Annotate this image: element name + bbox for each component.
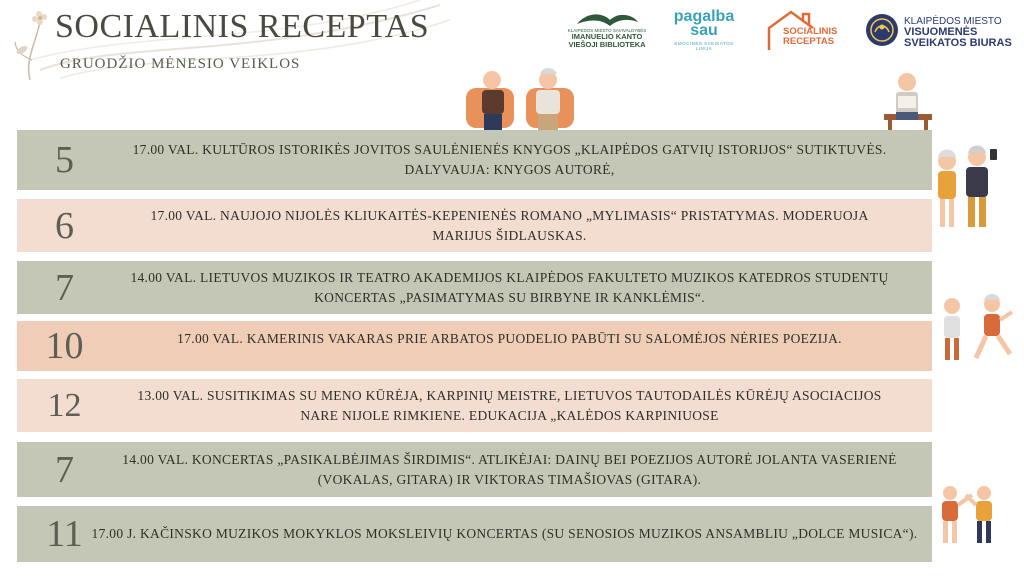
event-day: 7 [55, 448, 74, 491]
event-day: 6 [55, 204, 74, 247]
event-description: 17.00 J. KAČINSKO MUZIKOS MOKYKLOS MOKSLEIVIŲ KONCERTAS (SU SENOSIOS MUZIKOS ANSAMBLIU „DOLCE MUSICA“). [91, 526, 918, 541]
event-day: 10 [45, 325, 84, 367]
elderly-couple-stretching-illustration [936, 483, 1006, 545]
round-emblem-icon [866, 14, 898, 46]
event-row [17, 261, 932, 314]
socialinis-receptas-logo: SOCIALINIS RECEPTAS [765, 10, 855, 60]
event-description: 17.00 VAL. NAUJOJO NIJOLĖS KLIUKAITĖS-KEPENIENĖS ROMANO „MYLIMASIS“ PRISTATYMAS. MODERUOJA MARIJUS ŠIDLAUSKAS. [150, 207, 869, 243]
wave-leaf-icon [572, 10, 642, 28]
pagalba-sau-logo: pagalba sau EMOCINĖS SVEIKATOS LINIJA [673, 8, 735, 51]
event-day: 11 [46, 513, 83, 555]
event-row [17, 130, 932, 190]
page-title: SOCIALINIS RECEPTAS [55, 8, 430, 45]
event-row [17, 379, 932, 432]
page-subtitle: GRUODŽIO MĖNESIO VEIKLOS [60, 56, 301, 72]
event-description: 14.00 VAL. LIETUVOS MUZIKOS IR TEATRO AKADEMIJOS KLAIPĖDOS FAKULTETO MUZIKOS KATEDROS STUDENTŲ KONCERTAS „PASIMATYMAS SU BIRBYNE IR KANKLĖMIS“. [130, 269, 889, 305]
man-reading-bench-illustration [880, 70, 935, 135]
event-row [17, 442, 932, 497]
event-row [17, 506, 932, 562]
event-description: 17.00 VAL. KAMERINIS VAKARAS PRIE ARBATOS PUODELIO PABŪTI SU SALOMĖJOS NĖRIES POEZIJA. [177, 331, 842, 346]
flower-icon [10, 10, 60, 85]
elderly-couple-exercising-illustration [936, 292, 1018, 364]
event-description: 17.00 VAL. KULTŪROS ISTORIKĖS JOVITOS SAULĖNIENĖS KNYGOS „KLAIPĖDOS GATVIŲ ISTORIJOS“ SUTIKTUVĖS. DALYVAUJA: KNYGOS AUTORĖ, [132, 142, 887, 177]
event-description: 13.00 VAL. SUSITIKIMAS SU MENO KŪRĖJA, KARPINIŲ MEISTRE, LIETUVOS TAUTODAILĖS KŪRĖJŲ ASOCIACIJOS NARE NIJOLE RIMKIENE. EDUKACIJA „KALĖDOS KARPINIUOSE [137, 387, 882, 423]
elderly-couple-armchairs-illustration [462, 66, 580, 134]
event-day: 5 [55, 139, 74, 181]
event-description: 14.00 VAL. KONCERTAS „PASIKALBĖJIMAS ŠIRDIMIS“. ATLIKĖJAI: DAINŲ BEI POEZIJOS AUTORĖ JOLANTA VASERIENĖ (VOKALAS, GITARA) IR VIKTORAS TIMAŠIOVAS (GITARA). [122, 451, 897, 487]
event-row [17, 199, 932, 252]
visuomenes-sveikatos-biuras-logo: KLAIPĖDOS MIESTO VISUOMENĖS SVEIKATOS BIURAS [866, 10, 1016, 60]
elderly-couple-selfie-illustration [932, 143, 1007, 233]
event-day: 7 [55, 266, 74, 309]
event-day: 12 [47, 386, 82, 424]
event-row [17, 321, 932, 371]
library-logo: KLAIPĖDOS MIESTO SAVIVALDYBĖS IMANUELIO KANTO VIEŠOJI BIBLIOTEKA [567, 10, 647, 60]
